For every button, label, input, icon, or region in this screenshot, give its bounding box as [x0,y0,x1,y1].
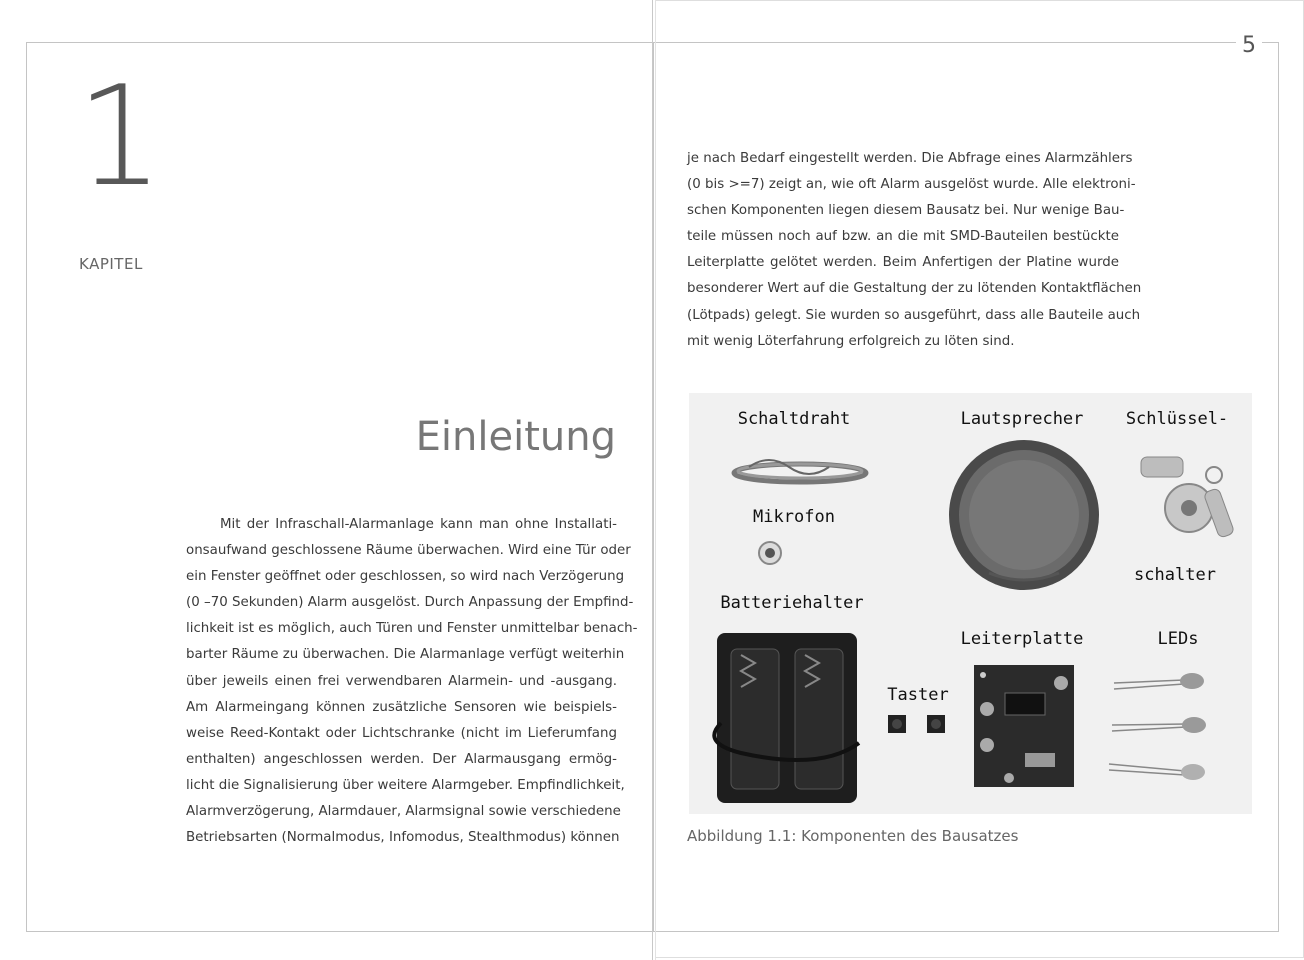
text-line: ein Fenster geöffnet oder geschlossen, so wird nach Verzögerung [186,569,625,585]
text-line: Am Alarmeingang können zusätzliche Sensoren wie beispiels- [186,699,617,715]
battery-holder-illustration [714,633,859,803]
microphone-illustration [759,542,781,564]
text-line: (Lötpads) gelegt. Sie wurden so ausgeführt, dass alle Bauteile auch [687,307,1141,323]
label-taster: Taster [887,685,949,705]
components-photo [689,393,1252,814]
book-spine [652,0,653,960]
label-leds: LEDs [1157,629,1199,649]
label-mikrofon: Mikrofon [753,507,835,527]
text-line: besonderer Wert auf die Gestaltung der zu lötenden Kontaktflächen [687,281,1142,297]
text-line: barter Räume zu überwachen. Die Alarmanlage verfügt weiterhin [186,647,625,663]
text-line: je nach Bedarf eingestellt werden. Die Abfrage eines Alarmzählers [687,151,1133,166]
label-schluessel: Schlüssel- [1125,409,1229,429]
chapter-number: 1 [76,56,164,217]
chapter-title: Einleitung [415,414,616,460]
text-line: Betriebsarten (Normalmodus, Infomodus, Stealthmodus) können [186,830,620,846]
chapter-label: KAPITEL [79,255,143,273]
circuit-board-illustration [974,665,1074,787]
speaker-illustration [949,440,1099,590]
text-line: onsaufwand geschlossene Räume überwachen. Wird eine Tür oder [186,543,631,559]
label-schalter: schalter [1134,565,1216,585]
label-schaltdraht: Schaltdraht [737,409,851,429]
text-line: mit wenig Löterfahrung erfolgreich zu löten sind. [687,333,1015,349]
text-line: (0 bis >=7) zeigt an, wie oft Alarm ausgelöst wurde. Alle elektroni- [687,177,1136,193]
text-line: (0 –70 Sekunden) Alarm ausgelöst. Durch Anpassung der Empfind- [186,595,634,611]
text-line: Leiterplatte gelötet werden. Beim Anfertigen der Platine wurde [687,255,1119,271]
text-line: weise Reed-Kontakt oder Lichtschranke (nicht im Lieferumfang [186,725,617,741]
text-line: lichkeit ist es möglich, auch Türen und Fenster unmittelbar benach- [186,621,638,637]
text-line: Alarmverzögerung, Alarmdauer, Alarmsignal sowie verschiedene [186,804,621,820]
book-spine-shadow [655,0,656,960]
figure-caption: Abbildung 1.1: Komponenten des Bausatzes [687,827,1019,845]
text-line: Mit der Infraschall-Alarmanlage kann man ohne Installati- [220,517,617,532]
page-number: 5 [1236,33,1262,58]
label-batteriehalter: Batteriehalter [720,593,864,613]
label-lautsprecher: Lautsprecher [960,409,1084,429]
text-line: enthalten) angeschlossen werden. Der Alarmausgang ermög- [186,751,617,767]
text-line: schen Komponenten liegen diesem Bausatz bei. Nur wenige Bau- [687,203,1125,219]
intro-paragraph-right [687,146,1142,355]
text-line: über jeweils einen frei verwendbaren Alarmein- und -ausgang. [186,673,617,689]
label-leiterplatte: Leiterplatte [960,629,1084,649]
text-line: licht die Signalisierung über weitere Alarmgeber. Empfindlichkeit, [186,777,625,793]
intro-paragraph-left [186,512,638,851]
text-line: teile müssen noch auf bzw. an die mit SMD-Bauteilen bestückte [687,229,1119,245]
